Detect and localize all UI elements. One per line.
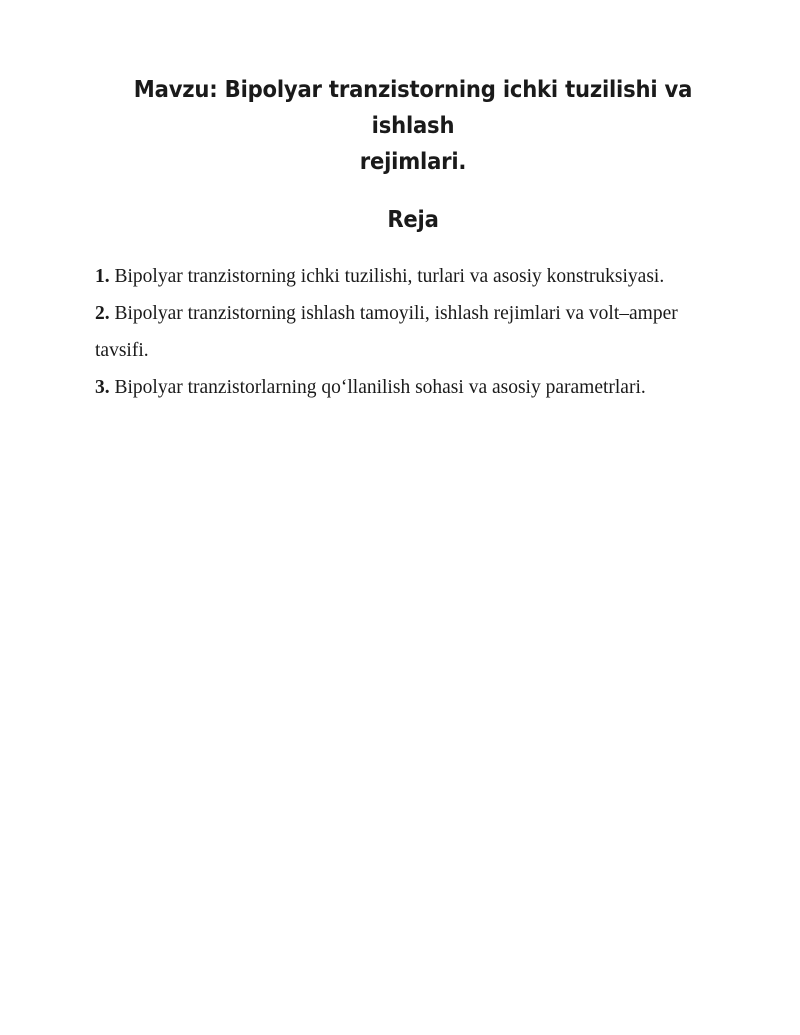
- list-item-text: Bipolyar tranzistorning ishlash tamoyili, ishlash rejimlari va volt–amper tavsifi.: [95, 303, 678, 361]
- document-content: [95, 0, 731, 406]
- list-item-number: 3.: [95, 377, 110, 398]
- section-heading-reja: Reja: [387, 205, 439, 233]
- page-title: [95, 0, 731, 179]
- list-item: [95, 295, 731, 369]
- page-title-line-2: rejimlari.: [359, 147, 467, 175]
- list-item-number: 2.: [95, 303, 110, 324]
- list-item: [95, 369, 731, 406]
- list-item-text: Bipolyar tranzistorning ichki tuzilishi, turlari va asosiy konstruksiyasi.: [114, 266, 665, 287]
- plan-list: [95, 237, 731, 406]
- list-item-number: 1.: [95, 266, 110, 287]
- page-title-line-1: Mavzu: Bipolyar tranzistorning ichki tuzilishi va ishlash: [133, 75, 693, 139]
- list-item-text: Bipolyar tranzistorlarning qo‘llanilish sohasi va asosiy parametrlari.: [114, 377, 646, 398]
- list-item: [95, 258, 731, 295]
